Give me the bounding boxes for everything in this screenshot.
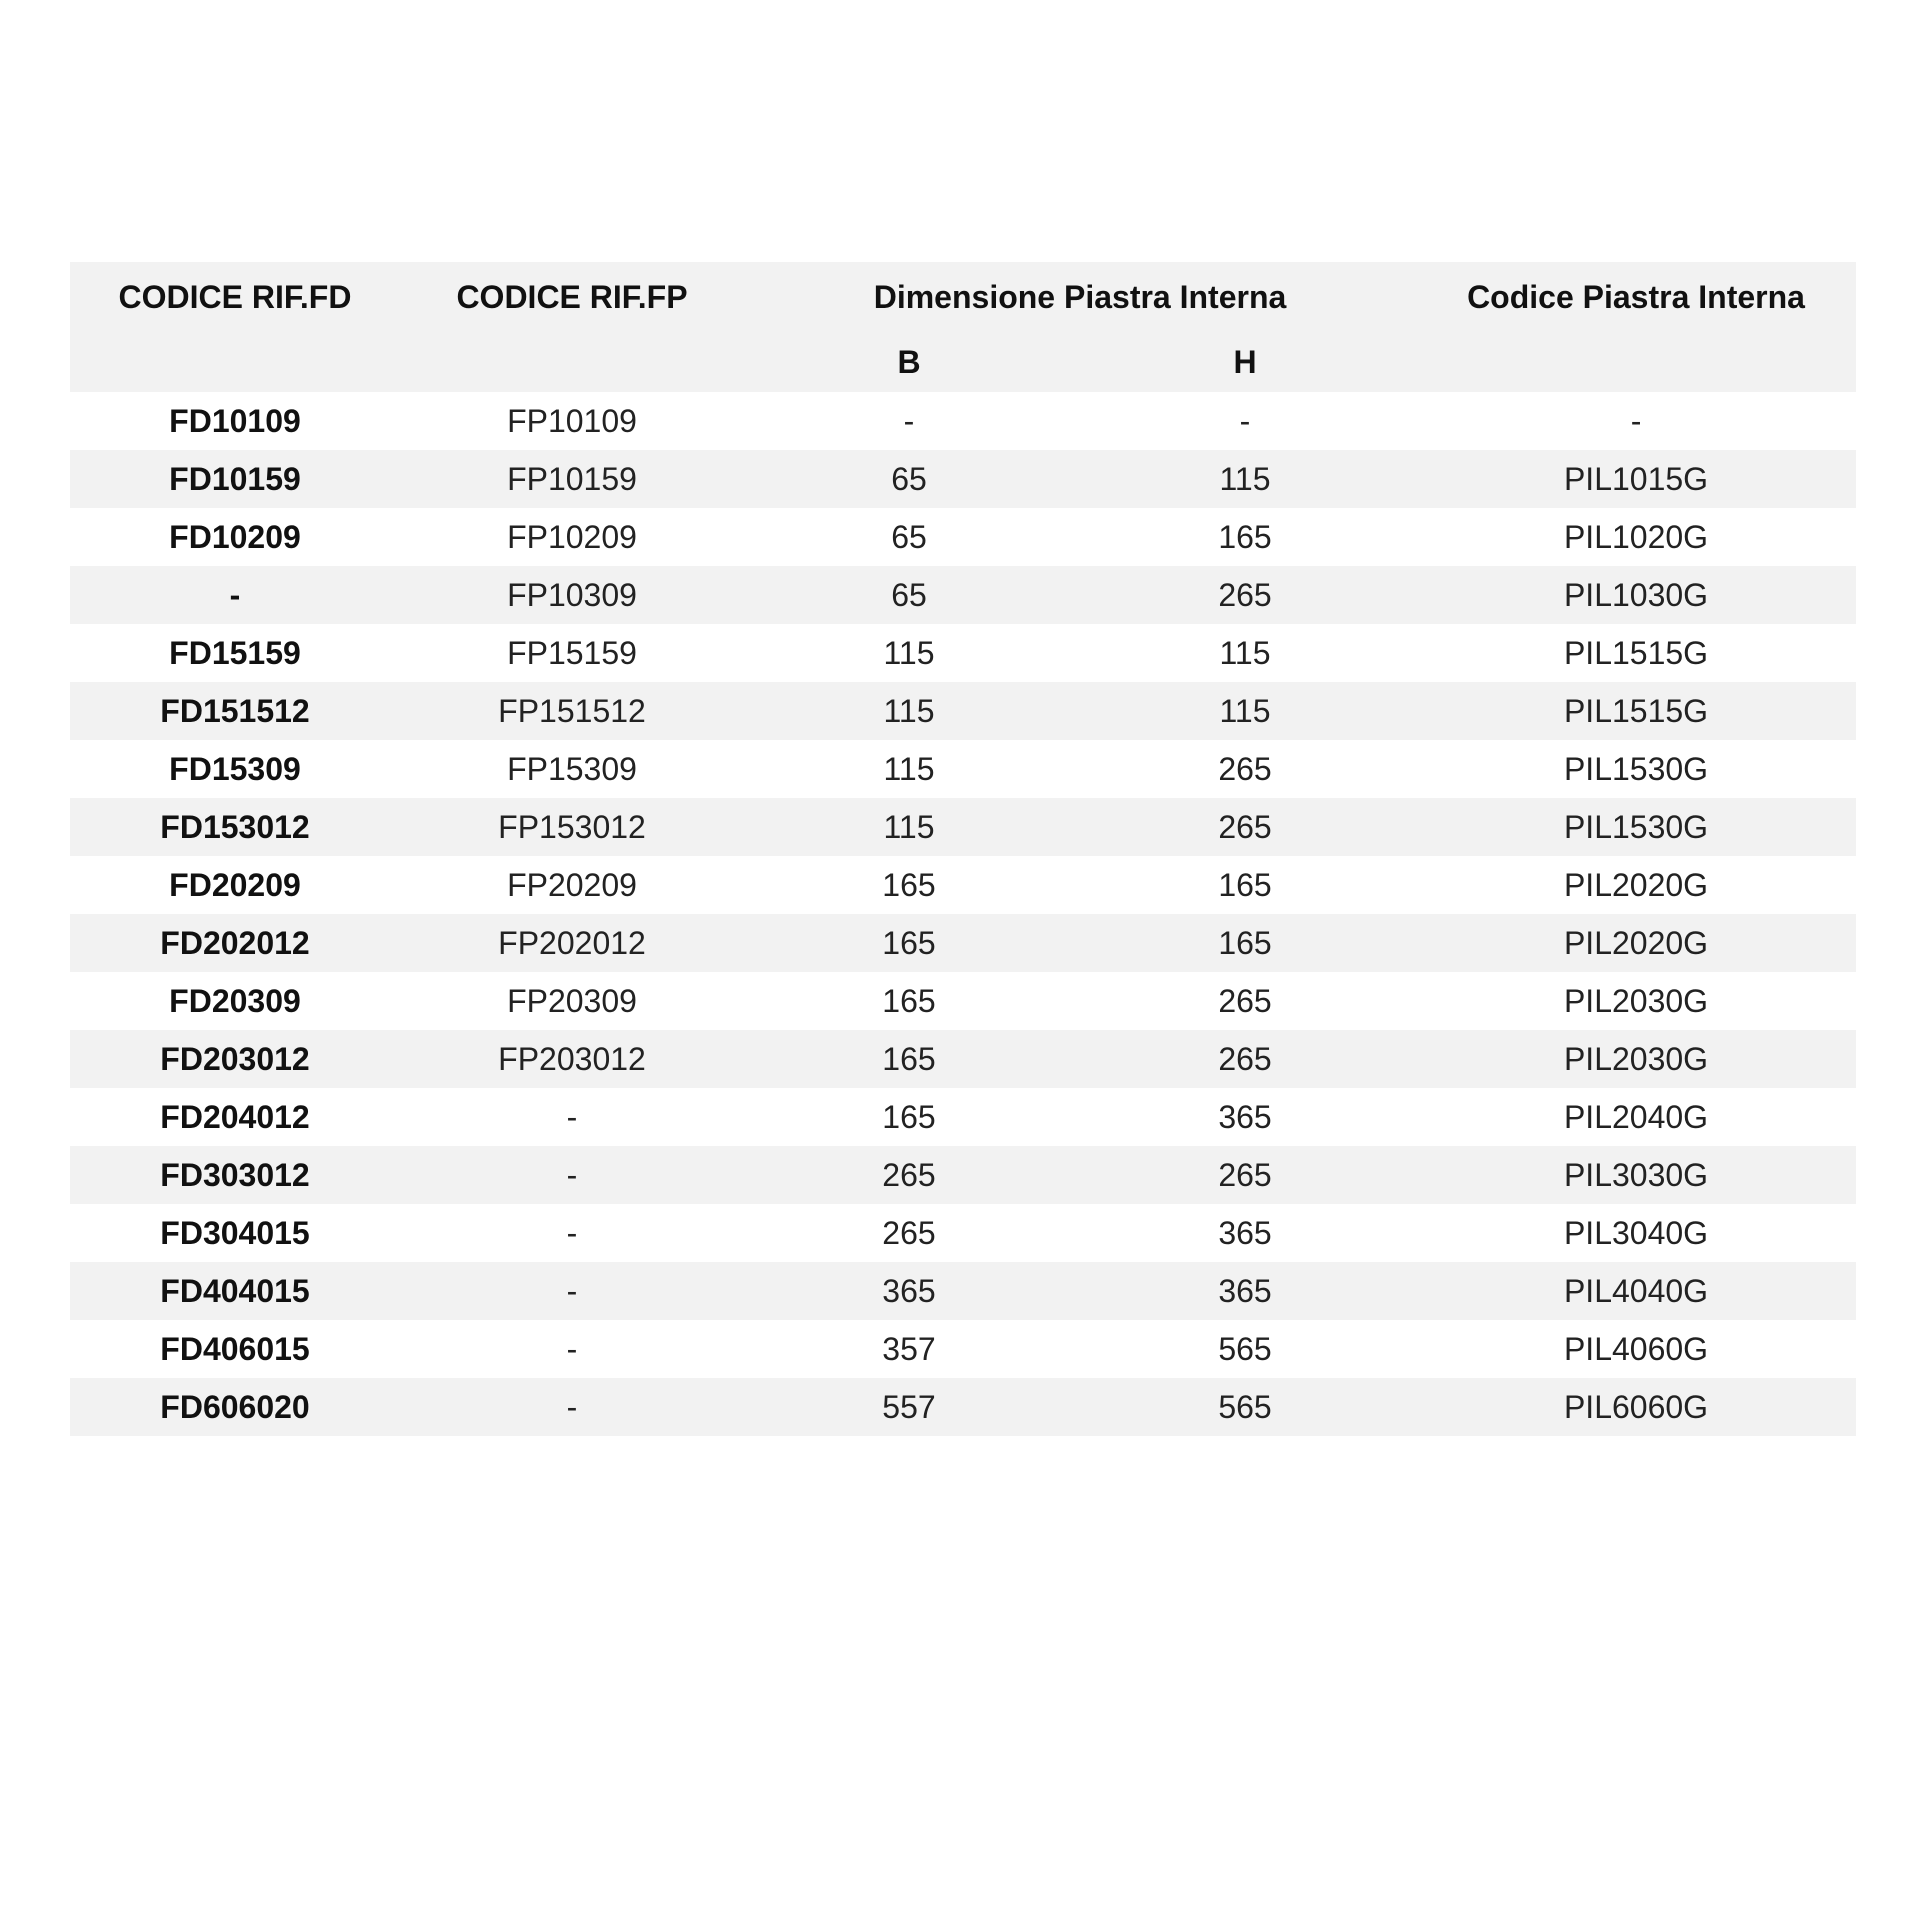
table-row — [70, 1146, 1856, 1204]
cell-codice-fp: - — [566, 1272, 578, 1309]
header-codice-fd: CODICE RIF.FD — [118, 278, 352, 315]
cell-b: 165 — [882, 924, 936, 961]
cell-h: 565 — [1218, 1330, 1272, 1367]
cell-codice-fd: FD303012 — [160, 1156, 310, 1193]
cell-b: 65 — [891, 518, 927, 555]
cell-codice-piastra: PIL1515G — [1563, 634, 1709, 671]
cell-h: 265 — [1218, 576, 1272, 613]
cell-b: 115 — [883, 750, 935, 787]
header-b: B — [897, 343, 921, 380]
cell-b: 165 — [882, 1098, 936, 1135]
cell-codice-fd: FD20209 — [169, 866, 301, 903]
header-row-main — [70, 262, 1856, 332]
table-row — [70, 972, 1856, 1030]
cell-codice-fd: FD10109 — [169, 402, 301, 439]
cell-codice-fd: FD202012 — [160, 924, 310, 961]
cell-b: 115 — [883, 692, 935, 729]
cell-codice-fd: FD20309 — [169, 982, 301, 1019]
cell-h: 115 — [1219, 634, 1271, 671]
cell-h: 265 — [1218, 750, 1272, 787]
cell-b: 115 — [883, 808, 935, 845]
cell-h: 565 — [1218, 1388, 1272, 1425]
table-row — [70, 1320, 1856, 1378]
cell-codice-fp: FP10159 — [507, 460, 637, 497]
cell-codice-fd: FD10209 — [169, 518, 301, 555]
cell-h: 365 — [1218, 1272, 1272, 1309]
table-row — [70, 392, 1856, 450]
table-row — [70, 1030, 1856, 1088]
cell-h: 165 — [1218, 518, 1272, 555]
cell-b: 265 — [882, 1156, 936, 1193]
cell-b: - — [903, 402, 915, 439]
cell-h: - — [1239, 402, 1251, 439]
cell-b: 115 — [883, 634, 935, 671]
cell-codice-fd: FD406015 — [160, 1330, 310, 1367]
cell-h: 365 — [1218, 1214, 1272, 1251]
cell-codice-fd: FD203012 — [160, 1040, 310, 1077]
cell-h: 115 — [1219, 692, 1271, 729]
cell-h: 265 — [1218, 1156, 1272, 1193]
cell-codice-piastra: PIL2030G — [1563, 1040, 1709, 1077]
cell-h: 265 — [1218, 808, 1272, 845]
cell-codice-fd: FD15309 — [169, 750, 301, 787]
cell-codice-piastra: PIL1020G — [1563, 518, 1709, 555]
cell-codice-piastra: PIL1030G — [1563, 576, 1709, 613]
cell-codice-piastra: PIL1530G — [1563, 750, 1709, 787]
table-row — [70, 798, 1856, 856]
cell-b: 165 — [882, 866, 936, 903]
cell-codice-fp: - — [566, 1156, 578, 1193]
cell-codice-fp: FP202012 — [498, 924, 646, 961]
cell-codice-fp: - — [566, 1388, 578, 1425]
header-codice-piastra: Codice Piastra Interna — [1467, 278, 1805, 315]
header-dimensione: Dimensione Piastra Interna — [873, 278, 1287, 315]
cell-codice-fd: FD151512 — [160, 692, 310, 729]
cell-codice-piastra: PIL3030G — [1563, 1156, 1709, 1193]
cell-codice-piastra: PIL3040G — [1563, 1214, 1709, 1251]
cell-codice-piastra: PIL2040G — [1563, 1098, 1709, 1135]
cell-b: 65 — [891, 460, 927, 497]
cell-codice-piastra: PIL1530G — [1563, 808, 1709, 845]
cell-codice-piastra: PIL2020G — [1563, 924, 1709, 961]
cell-b: 357 — [882, 1330, 936, 1367]
cell-codice-fd: FD606020 — [160, 1388, 310, 1425]
cell-codice-piastra: PIL2020G — [1563, 866, 1709, 903]
table-body — [70, 392, 1856, 1436]
cell-codice-piastra: PIL4040G — [1563, 1272, 1709, 1309]
header-h: H — [1233, 343, 1257, 380]
table-row — [70, 914, 1856, 972]
table-row — [70, 1088, 1856, 1146]
cell-codice-piastra: - — [1630, 402, 1642, 439]
cell-codice-fd: FD15159 — [169, 634, 301, 671]
table-row — [70, 856, 1856, 914]
cell-b: 65 — [891, 576, 927, 613]
cell-h: 265 — [1218, 982, 1272, 1019]
cell-codice-fp: FP15309 — [507, 750, 637, 787]
cell-codice-fp: FP10309 — [507, 576, 637, 613]
table-row — [70, 1262, 1856, 1320]
cell-codice-piastra: PIL6060G — [1563, 1388, 1709, 1425]
cell-codice-fp: FP15159 — [507, 634, 637, 671]
cell-codice-piastra: PIL1515G — [1563, 692, 1709, 729]
cell-b: 165 — [882, 1040, 936, 1077]
table-row — [70, 508, 1856, 566]
cell-codice-fp: - — [566, 1214, 578, 1251]
cell-codice-fd: FD204012 — [160, 1098, 310, 1135]
cell-h: 265 — [1218, 1040, 1272, 1077]
cell-b: 365 — [882, 1272, 936, 1309]
cell-b: 557 — [882, 1388, 936, 1425]
cell-h: 365 — [1218, 1098, 1272, 1135]
cell-h: 165 — [1218, 866, 1272, 903]
header-empty-1 — [70, 332, 400, 392]
cell-codice-piastra: PIL1015G — [1563, 460, 1709, 497]
cell-codice-fp: FP203012 — [498, 1040, 646, 1077]
header-empty-3 — [1416, 332, 1856, 392]
table-row — [70, 566, 1856, 624]
cell-codice-fd: FD404015 — [160, 1272, 310, 1309]
product-table-container — [70, 262, 1856, 1436]
cell-b: 165 — [882, 982, 936, 1019]
cell-h: 115 — [1219, 460, 1271, 497]
cell-h: 165 — [1218, 924, 1272, 961]
table-row — [70, 1378, 1856, 1436]
cell-codice-fp: FP10209 — [507, 518, 637, 555]
table-row — [70, 682, 1856, 740]
cell-codice-piastra: PIL2030G — [1563, 982, 1709, 1019]
cell-codice-fd: FD304015 — [160, 1214, 310, 1251]
cell-codice-fd: - — [229, 576, 241, 613]
cell-codice-fp: FP10109 — [507, 402, 637, 439]
product-table — [70, 262, 1856, 1436]
cell-codice-fp: - — [566, 1330, 578, 1367]
header-row-sub — [70, 332, 1856, 392]
cell-b: 265 — [882, 1214, 936, 1251]
cell-codice-fp: - — [566, 1098, 578, 1135]
table-row — [70, 624, 1856, 682]
cell-codice-piastra: PIL4060G — [1563, 1330, 1709, 1367]
table-row — [70, 740, 1856, 798]
cell-codice-fd: FD153012 — [160, 808, 310, 845]
cell-codice-fp: FP151512 — [498, 692, 646, 729]
cell-codice-fp: FP20209 — [507, 866, 637, 903]
cell-codice-fd: FD10159 — [169, 460, 301, 497]
table-header — [70, 262, 1856, 392]
table-row — [70, 1204, 1856, 1262]
cell-codice-fp: FP20309 — [507, 982, 637, 1019]
table-row — [70, 450, 1856, 508]
cell-codice-fp: FP153012 — [498, 808, 646, 845]
header-empty-2 — [400, 332, 744, 392]
header-codice-fp: CODICE RIF.FP — [456, 278, 688, 315]
